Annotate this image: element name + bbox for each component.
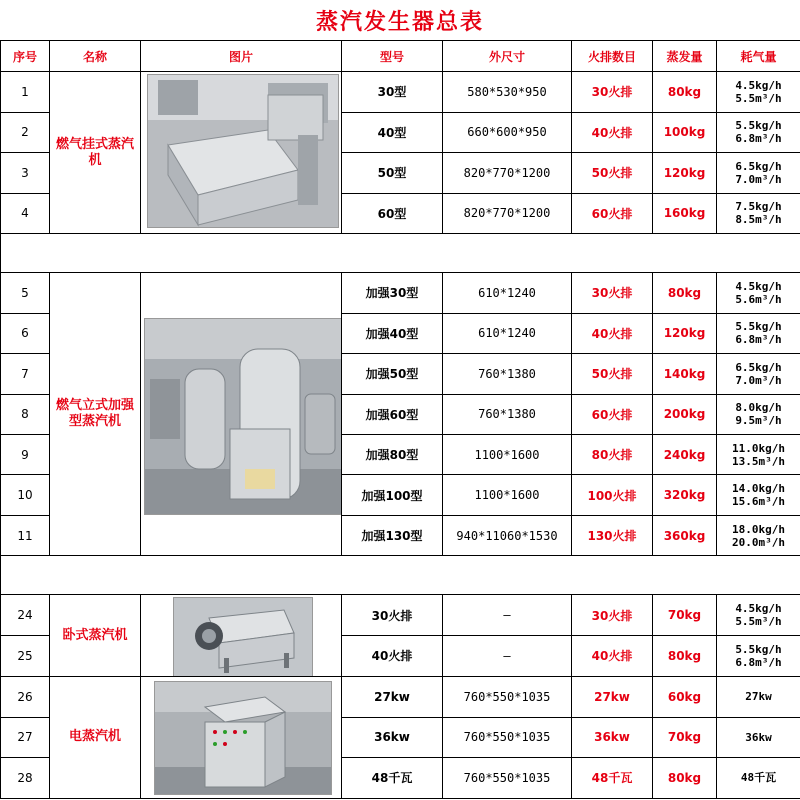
model-number: 40火排 [342,636,443,677]
model-number: 30火排 [342,595,443,636]
consumption-value: 5.5kg/h [735,642,782,656]
evaporation: 240kg [653,434,717,474]
burner-count: 50火排 [572,153,653,194]
model-number: 60型 [342,193,443,234]
burner-count: 40火排 [572,112,653,153]
header-burners: 火排数目 [572,41,653,72]
row-number: 9 [1,434,50,474]
burner-count: 100火排 [572,475,653,515]
gas-consumption [717,595,800,636]
row-number: 2 [1,112,50,153]
row-number: 7 [1,354,50,394]
gas-consumption [717,153,800,194]
row-number: 24 [1,595,50,636]
row-number: 25 [1,636,50,677]
row-number: 8 [1,394,50,434]
header-image: 图片 [141,41,342,72]
product-image-cell [141,72,342,234]
evaporation: 70kg [653,595,717,636]
consumption-value: 6.5kg/h [735,159,782,173]
row-number: 26 [1,676,50,717]
burner-count: 36kw [572,717,653,758]
outer-size: 760*1380 [443,354,572,394]
outer-size: 940*11060*1530 [443,515,572,555]
product-name: 燃气挂式蒸汽机 [50,72,141,234]
consumption-volume: 8.5m³/h [735,213,782,227]
gas-consumption [717,193,800,234]
row-number: 11 [1,515,50,555]
header-name: 名称 [50,41,141,72]
gas-consumption [717,717,800,758]
outer-size: 760*550*1035 [443,676,572,717]
model-number: 50型 [342,153,443,194]
outer-size: 660*600*950 [443,112,572,153]
model-number: 40型 [342,112,443,153]
outer-size: 760*550*1035 [443,717,572,758]
consumption-value: 6.5kg/h [735,360,782,374]
header-size: 外尺寸 [443,41,572,72]
gas-consumption [717,758,800,799]
burner-count: 40火排 [572,636,653,677]
model-number: 加强100型 [342,475,443,515]
horizontal-steam-generator-photo [173,597,313,676]
burner-count: 130火排 [572,515,653,555]
consumption-value: 27kw [745,690,772,704]
gas-consumption [717,313,800,353]
model-number: 30型 [342,72,443,113]
row-number: 27 [1,717,50,758]
consumption-value: 4.5kg/h [735,78,782,92]
model-number: 加强130型 [342,515,443,555]
table-row [1,273,800,313]
row-number: 3 [1,153,50,194]
outer-size: 610*1240 [443,273,572,313]
evaporation: 80kg [653,72,717,113]
outer-size: — [443,636,572,677]
evaporation: 360kg [653,515,717,555]
consumption-volume: 7.0m³/h [735,373,782,387]
header-row [1,41,800,72]
consumption-value: 48千瓦 [740,771,777,785]
burner-count: 80火排 [572,434,653,474]
sheet-title: 蒸汽发生器总表 [315,9,484,35]
consumption-value: 11.0kg/h [732,441,785,455]
consumption-value: 5.5kg/h [735,119,782,133]
product-image-cell [141,676,342,798]
table-row [1,676,800,717]
product-name: 卧式蒸汽机 [50,595,141,677]
consumption-value: 14.0kg/h [732,482,785,496]
evaporation: 120kg [653,153,717,194]
consumption-volume: 7.0m³/h [735,172,782,186]
spacer-cell [1,234,800,273]
burner-count: 60火排 [572,193,653,234]
evaporation: 100kg [653,112,717,153]
summary-table [0,40,800,799]
consumption-volume: 5.5m³/h [735,615,782,629]
outer-size: — [443,595,572,636]
gas-consumption [717,434,800,474]
evaporation: 80kg [653,273,717,313]
consumption-value: 36kw [745,730,772,744]
consumption-volume: 6.8m³/h [735,655,782,669]
product-name: 电蒸汽机 [50,676,141,798]
spacer-cell [1,556,800,595]
burner-count: 30火排 [572,72,653,113]
gas-consumption [717,354,800,394]
consumption-value: 18.0kg/h [732,522,785,536]
outer-size: 1100*1600 [443,434,572,474]
vertical-reinforced-steam-generator-photo [144,318,342,515]
header-gas-consumption: 耗气量 [717,41,800,72]
row-number: 4 [1,193,50,234]
spacer-row [1,556,800,595]
outer-size: 760*1380 [443,394,572,434]
gas-consumption [717,636,800,677]
row-number: 28 [1,758,50,799]
product-name: 燃气立式加强型蒸汽机 [50,273,141,556]
burner-count: 30火排 [572,595,653,636]
product-image-cell [141,595,342,677]
consumption-value: 7.5kg/h [735,200,782,214]
header-model: 型号 [342,41,443,72]
consumption-volume: 5.6m³/h [735,292,782,306]
model-number: 加强60型 [342,394,443,434]
consumption-volume: 5.5m³/h [735,91,782,105]
evaporation: 70kg [653,717,717,758]
row-number: 1 [1,72,50,113]
model-number: 加强50型 [342,354,443,394]
outer-size: 760*550*1035 [443,758,572,799]
evaporation: 120kg [653,313,717,353]
gas-consumption [717,515,800,555]
burner-count: 40火排 [572,313,653,353]
model-number: 加强40型 [342,313,443,353]
evaporation: 200kg [653,394,717,434]
model-number: 48千瓦 [342,758,443,799]
product-image-cell [141,273,342,556]
consumption-value: 8.0kg/h [735,401,782,415]
outer-size: 1100*1600 [443,475,572,515]
burner-count: 50火排 [572,354,653,394]
evaporation: 60kg [653,676,717,717]
electric-steam-generator-photo [154,681,332,795]
model-number: 加强80型 [342,434,443,474]
evaporation: 80kg [653,758,717,799]
consumption-value: 4.5kg/h [735,602,782,616]
gas-consumption [717,112,800,153]
model-number: 36kw [342,717,443,758]
outer-size: 820*770*1200 [443,193,572,234]
burner-count: 27kw [572,676,653,717]
model-number: 27kw [342,676,443,717]
outer-size: 610*1240 [443,313,572,353]
gas-consumption [717,676,800,717]
consumption-volume: 13.5m³/h [732,454,785,468]
consumption-volume: 6.8m³/h [735,333,782,347]
consumption-volume: 15.6m³/h [732,495,785,509]
evaporation: 160kg [653,193,717,234]
evaporation: 140kg [653,354,717,394]
outer-size: 580*530*950 [443,72,572,113]
model-number: 加强30型 [342,273,443,313]
evaporation: 80kg [653,636,717,677]
consumption-volume: 6.8m³/h [735,132,782,146]
outer-size: 820*770*1200 [443,153,572,194]
consumption-volume: 20.0m³/h [732,535,785,549]
evaporation: 320kg [653,475,717,515]
consumption-volume: 9.5m³/h [735,414,782,428]
row-number: 5 [1,273,50,313]
table-row [1,72,800,113]
spacer-row [1,234,800,273]
burner-count: 48千瓦 [572,758,653,799]
burner-count: 60火排 [572,394,653,434]
gas-consumption [717,273,800,313]
burner-count: 30火排 [572,273,653,313]
header-evaporation: 蒸发量 [653,41,717,72]
gas-consumption [717,475,800,515]
wall-mounted-steam-generator-photo [147,74,339,228]
header-no: 序号 [1,41,50,72]
consumption-value: 5.5kg/h [735,320,782,334]
gas-consumption [717,394,800,434]
table-row [1,595,800,636]
row-number: 6 [1,313,50,353]
row-number: 10 [1,475,50,515]
consumption-value: 4.5kg/h [735,279,782,293]
gas-consumption [717,72,800,113]
